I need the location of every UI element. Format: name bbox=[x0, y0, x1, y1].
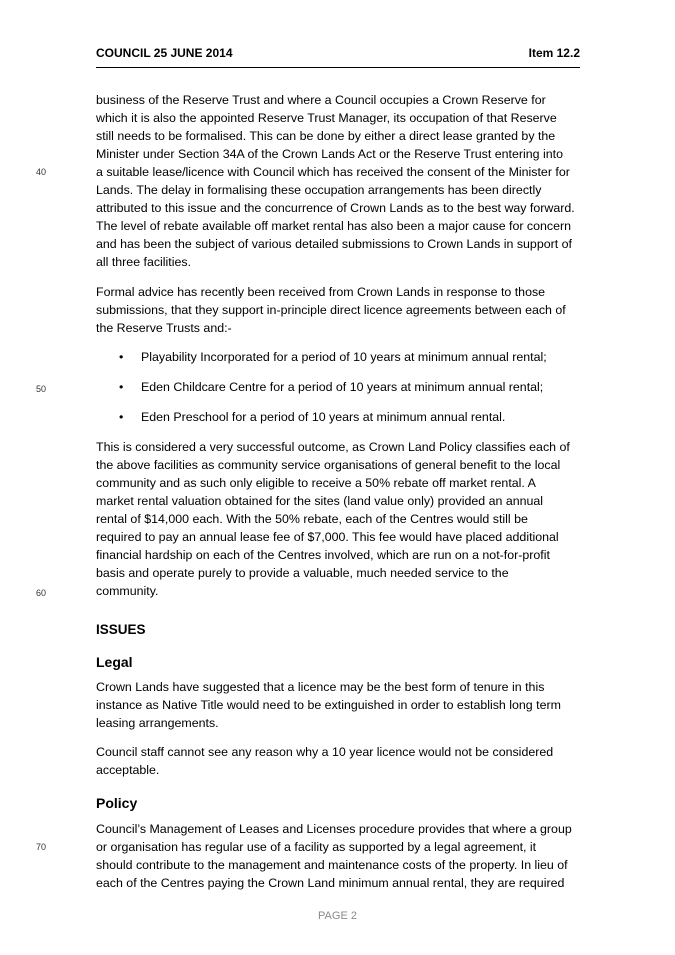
text-line: business of the Reserve Trust and where a Council occupies a Crown Reserve for bbox=[96, 93, 546, 107]
text-line: and has been the subject of various detailed submissions to Crown Lands in support of bbox=[96, 237, 572, 251]
bullet-item: Eden Preschool for a period of 10 years at minimum annual rental. bbox=[141, 410, 506, 424]
text-line: or organisation has regular use of a facility as supported by a legal agreement, it bbox=[96, 840, 537, 854]
item-number: Item 12.2 bbox=[528, 46, 580, 60]
text-line: financial hardship on each of the Centres involved, which are run on a not-for-profit bbox=[96, 548, 550, 562]
text-line: Lands. The delay in formalising these occupation arrangements has been directly bbox=[96, 183, 542, 197]
line-number-60: 60 bbox=[36, 588, 47, 598]
text-line: each of the Centres paying the Crown Land minimum annual rental, they are required bbox=[96, 876, 565, 890]
text-line: community and as such only eligible to receive a 50% rebate off market rental. A bbox=[96, 476, 536, 490]
page-number: PAGE 2 bbox=[318, 910, 357, 922]
text-line: The level of rebate available off market rental has also been a major cause for concern bbox=[96, 219, 572, 233]
text-line: Formal advice has recently been received from Crown Lands in response to those bbox=[96, 285, 546, 299]
meeting-date: COUNCIL 25 JUNE 2014 bbox=[96, 46, 233, 60]
text-line: acceptable. bbox=[96, 763, 160, 777]
text-line: market rental valuation obtained for the sites (land value only) provided an annual bbox=[96, 494, 544, 508]
text-line: a suitable lease/licence with Council which has received the consent of the Minister for bbox=[96, 165, 570, 179]
page-header bbox=[96, 46, 580, 66]
text-line: all three facilities. bbox=[96, 255, 192, 269]
text-line: required to pay an annual lease fee of $7,000. This fee would have placed additional bbox=[96, 530, 559, 544]
text-line: Minister under Section 34A of the Crown Lands Act or the Reserve Trust entering into bbox=[96, 147, 563, 161]
text-line: rental of $14,000 each. With the 50% rebate, each of the Centres would still be bbox=[96, 512, 528, 526]
text-line: attributed to this issue and the concurrence of Crown Lands as to the best way forward. bbox=[96, 201, 575, 215]
text-line: Crown Lands have suggested that a licence may be the best form of tenure in this bbox=[96, 680, 545, 694]
bullet-item: Playability Incorporated for a period of 10 years at minimum annual rental; bbox=[141, 350, 547, 364]
policy-heading: Policy bbox=[96, 795, 138, 811]
text-line: community. bbox=[96, 584, 159, 598]
bullet-icon: • bbox=[119, 410, 124, 424]
text-line: leasing arrangements. bbox=[96, 716, 219, 730]
text-line: which it is also the appointed Reserve Trust Manager, its occupation of that Reserve bbox=[96, 111, 557, 125]
text-line: the Reserve Trusts and:- bbox=[96, 321, 232, 335]
issues-heading: ISSUES bbox=[96, 622, 146, 637]
text-line: still needs to be formalised. This can be done by either a direct lease granted by the bbox=[96, 129, 556, 143]
text-line: submissions, that they support in-principle direct licence agreements between each of bbox=[96, 303, 566, 317]
text-line: This is considered a very successful outcome, as Crown Land Policy classifies each of bbox=[96, 440, 570, 454]
line-number-50: 50 bbox=[36, 384, 47, 394]
bullet-icon: • bbox=[119, 350, 124, 364]
text-line: instance as Native Title would need to be extinguished in order to establish long term bbox=[96, 698, 561, 712]
bullet-item: Eden Childcare Centre for a period of 10 years at minimum annual rental; bbox=[141, 380, 544, 394]
bullet-icon: • bbox=[119, 380, 124, 394]
line-number-70: 70 bbox=[36, 842, 47, 852]
line-number-40: 40 bbox=[36, 167, 47, 177]
header-divider bbox=[96, 67, 580, 68]
text-line: Council staff cannot see any reason why a 10 year licence would not be considered bbox=[96, 745, 554, 759]
legal-heading: Legal bbox=[96, 654, 133, 670]
text-line: Council’s Management of Leases and Licenses procedure provides that where a group bbox=[96, 822, 572, 836]
text-line: the above facilities as community service organisations of general benefit to the local bbox=[96, 458, 561, 472]
text-line: should contribute to the management and maintenance costs of the property. In lieu of bbox=[96, 858, 568, 872]
text-line: basis and operate purely to provide a valuable, much needed service to the bbox=[96, 566, 509, 580]
